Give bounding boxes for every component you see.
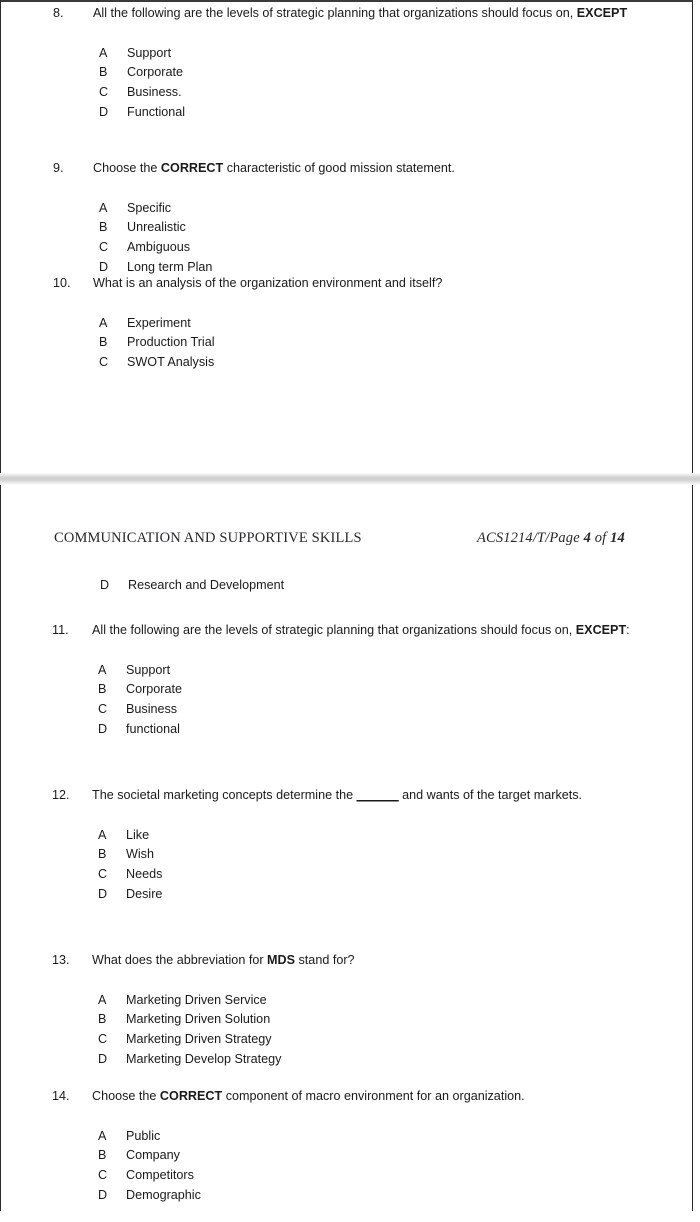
question-text-14 [0,1087,693,1107]
option-letter: A [99,45,108,60]
option-label: Specific [127,200,172,215]
question-12-lead: The societal marketing concepts determine the [92,788,357,802]
option-10-c[interactable] [1,353,694,373]
option-letter: C [98,1168,108,1183]
question-text-8 [1,4,694,24]
option-13-d[interactable] [0,1050,693,1070]
question-number-9: 9. [53,161,64,175]
option-letter: A [98,827,107,842]
option-label: Experiment [127,315,191,330]
header-course-title: COMMUNICATION AND SUPPORTIVE SKILLS [54,530,362,546]
option-label: Marketing Driven Strategy [126,1032,272,1047]
option-9-b[interactable] [1,218,694,238]
question-10-lead: What is an analysis of the organization environment and itself? [93,276,443,290]
option-label: Marketing Driven Service [126,992,267,1007]
orphan-option-list [0,576,693,596]
option-label: Functional [127,104,186,119]
question-14-tail: component of macro environment for an organization. [222,1089,525,1103]
option-letter: B [98,1148,107,1163]
question-9-emphasis: CORRECT [160,161,224,175]
question-number-14: 14. [52,1089,70,1103]
option-label: Competitors [126,1168,194,1183]
header-page-reference [477,530,625,547]
option-label: SWOT Analysis [127,355,215,370]
option-10-d[interactable] [0,576,693,596]
option-letter: A [98,662,107,677]
option-label: Corporate [127,65,184,80]
option-label: Production Trial [127,335,215,350]
option-14-d[interactable] [0,1186,693,1206]
option-13-b[interactable] [0,1010,693,1030]
question-number-8: 8. [53,6,64,20]
option-letter: D [99,259,109,274]
option-10-a[interactable] [1,314,694,334]
option-letter: A [99,315,108,330]
option-10-b[interactable] [1,333,694,353]
option-label: Ambiguous [127,240,191,255]
option-label: Needs [126,867,163,882]
option-12-c[interactable] [0,865,693,885]
option-11-b[interactable] [0,680,693,700]
option-list-11 [0,661,693,740]
option-9-a[interactable] [1,199,694,219]
option-label: Business [126,702,178,717]
option-8-a[interactable] [1,44,694,64]
fill-in-blank: ______ [356,788,399,802]
option-label: Like [126,827,150,842]
option-label: Company [126,1148,180,1163]
option-11-d[interactable] [0,720,693,740]
option-label: Desire [126,886,163,901]
option-label: Unrealistic [127,220,186,235]
option-letter: D [99,104,109,119]
question-block-12 [0,786,693,921]
option-letter: A [99,200,108,215]
page-separator [0,473,700,485]
option-12-b[interactable] [0,845,693,865]
question-block-14 [0,1087,693,1222]
question-14-emphasis: CORRECT [159,1089,223,1103]
option-label: Research and Development [128,578,285,592]
question-14-lead: Choose the [92,1089,160,1103]
question-text-9 [1,159,694,179]
option-8-c[interactable] [1,83,694,103]
question-9-lead: Choose the [93,161,161,175]
option-letter: C [99,240,109,255]
question-block-11 [0,621,693,756]
question-number-11: 11. [52,623,69,637]
option-12-d[interactable] [0,885,693,905]
question-block-10 [1,274,694,389]
option-letter: D [100,578,110,592]
option-11-a[interactable] [0,661,693,681]
option-label: Long term Plan [127,259,213,274]
option-letter: C [98,702,108,717]
option-list-12 [0,826,693,905]
question-13-emphasis: MDS [267,953,296,967]
option-letter: D [98,1051,108,1066]
header-of: of [590,530,611,546]
option-label: Marketing Develop Strategy [126,1051,282,1066]
option-letter: C [99,355,109,370]
option-letter: B [98,682,107,697]
question-8-emphasis: EXCEPT [576,6,628,20]
scanned-page-1 [0,0,693,473]
question-text-11 [0,621,693,641]
header-page-number: 4 [583,530,591,546]
option-label: Business. [127,85,182,100]
question-8-lead: All the following are the levels of strategic planning that organizations should focus on, [93,6,577,20]
question-11-lead: All the following are the levels of strategic planning that organizations should focus on, [92,623,576,637]
option-label: Support [127,45,172,60]
option-list-10 [1,314,694,373]
question-block-13 [0,951,693,1086]
question-block-8 [1,4,694,139]
header-code: ACS1214/T/Page [477,530,584,546]
option-label: Corporate [126,682,183,697]
option-list-8 [1,44,694,123]
option-letter: D [98,886,108,901]
option-label: functional [126,721,180,736]
option-letter: C [98,1032,108,1047]
question-number-13: 13. [52,953,70,967]
option-letter: D [98,1187,108,1202]
option-letter: B [99,220,108,235]
option-12-a[interactable] [0,826,693,846]
option-14-a[interactable] [0,1127,693,1147]
question-text-13 [0,951,693,971]
question-13-lead: What does the abbreviation for [92,953,268,967]
option-14-b[interactable] [0,1146,693,1166]
question-11-tail: : [626,623,630,637]
option-13-a[interactable] [0,991,693,1011]
option-8-d[interactable] [1,103,694,123]
question-13-tail: stand for? [295,953,355,967]
question-number-12: 12. [52,788,70,802]
question-number-10: 10. [53,276,71,290]
option-letter: B [99,65,108,80]
option-label: Support [126,662,171,677]
option-letter: B [98,1012,107,1027]
option-letter: A [98,1128,107,1143]
option-8-b[interactable] [1,63,694,83]
option-letter: A [98,992,107,1007]
question-11-emphasis: EXCEPT [575,623,627,637]
option-list-14 [0,1127,693,1206]
option-label: Marketing Driven Solution [126,1012,271,1027]
option-letter: C [99,85,109,100]
option-letter: D [98,721,108,736]
option-label: Demographic [126,1187,201,1202]
option-list-13 [0,991,693,1070]
question-9-tail: characteristic of good mission statement. [223,161,455,175]
header-total-pages: 14 [610,530,625,546]
option-13-c[interactable] [0,1030,693,1050]
option-letter: B [98,847,107,862]
option-label: Wish [126,847,154,862]
question-12-tail: and wants of the target markets. [398,788,583,802]
question-text-12 [0,786,693,806]
running-header [54,530,660,552]
option-letter: B [99,335,108,350]
option-11-c[interactable] [0,700,693,720]
option-9-c[interactable] [1,238,694,258]
option-list-9 [1,199,694,278]
option-label: Public [126,1128,161,1143]
question-text-10 [1,274,694,294]
option-14-c[interactable] [0,1166,693,1186]
option-letter: C [98,867,108,882]
